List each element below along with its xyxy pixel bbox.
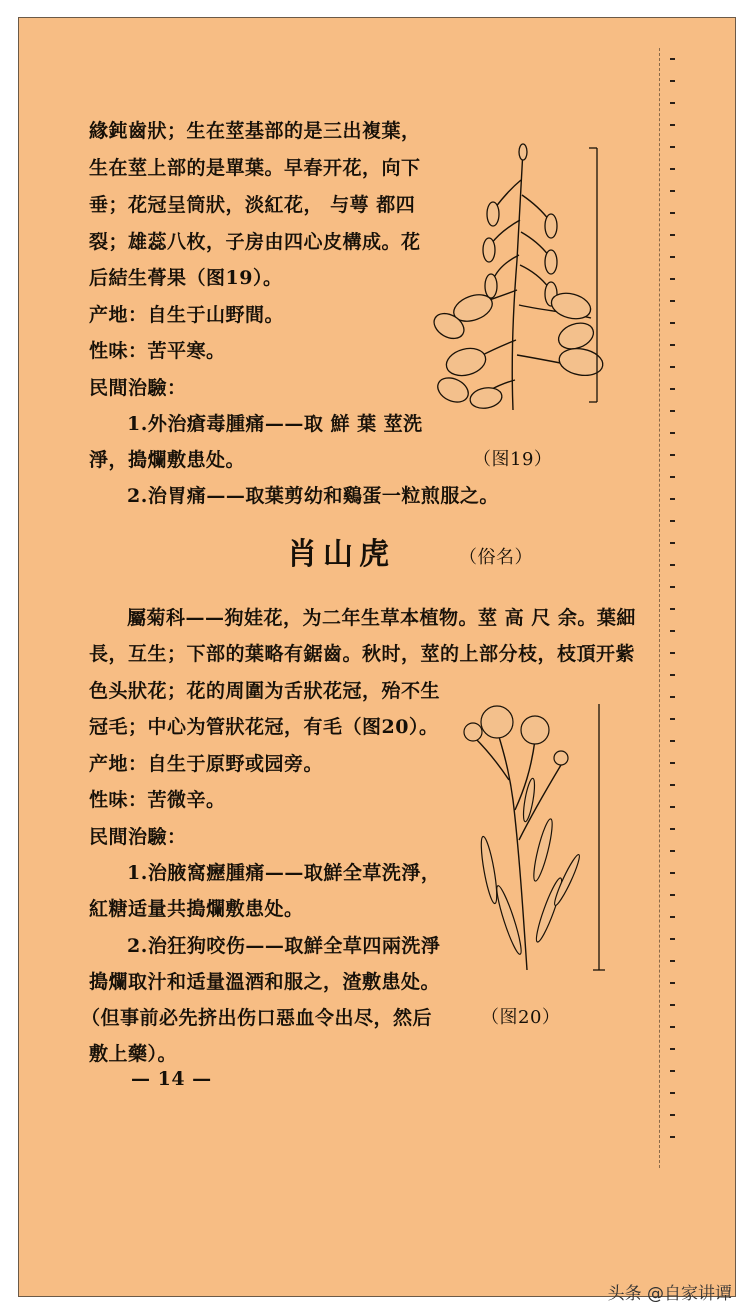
binding-mark [670,344,675,346]
sec2-treatment-2c: （但事前必先挤出伤口惡血令出尽，然后 [81,1007,433,1029]
binding-mark [670,1048,675,1050]
binding-mark [670,674,675,676]
book-page [18,17,736,1297]
binding-mark [670,938,675,940]
fig20-caption: （图20） [481,1007,561,1028]
binding-mark [670,784,675,786]
binding-mark [670,58,675,60]
binding-mark [670,146,675,148]
sec1-line-3: 垂；花冠呈筒狀，淡紅花， 与萼 都四 [89,194,416,216]
binding-mark [670,520,675,522]
watermark: 头条 @自家讲谭 [607,1284,732,1304]
binding-mark [670,696,675,698]
binding-mark [670,564,675,566]
sec2-para-line-2: 長，互生；下部的葉略有鋸齒。秋时，莖的上部分枝，枝頂开紫 [89,643,636,665]
sec1-line-2: 生在莖上部的是單葉。早春开花，向下 [89,157,421,179]
sec1-treatment-2: 2.治胃痛——取葉剪幼和鷄蛋一粒煎服之。 [127,485,499,507]
binding-mark [670,1114,675,1116]
fig19-caption: （图19） [473,449,553,470]
sec1-treatment-1a: 1.外治瘡毒腫痛——取 鮮 葉 莖洗 [127,413,423,435]
binding-mark [670,762,675,764]
binding-mark [670,916,675,918]
sec1-taste: 性味：苦平寒。 [89,340,226,362]
figure-19-plant-illustration [431,140,611,412]
sec1-treatment-heading: 民間治驗： [89,377,187,399]
sec2-treatment-1a: 1.治腋窩癧腫痛——取鮮全草洗淨， [127,862,441,884]
sec2-alias: （俗名） [459,547,533,568]
binding-mark [670,652,675,654]
binding-mark [670,828,675,830]
binding-mark [670,542,675,544]
sec2-treatment-heading: 民間治驗： [89,826,187,848]
sec2-para-line-3: 色头狀花；花的周圍为舌狀花冠，殆不生 [89,680,441,702]
binding-mark [670,608,675,610]
sec2-origin: 产地：自生于原野或园旁。 [89,753,324,775]
binding-mark [670,278,675,280]
binding-mark [670,850,675,852]
figure-20-plant-illustration [449,690,619,980]
binding-mark [670,476,675,478]
page-number: — 14 — [131,1068,212,1090]
binding-mark [670,168,675,170]
binding-edge [659,48,700,1168]
sec2-treatment-2d: 敷上藥）。 [89,1043,178,1065]
binding-mark [670,586,675,588]
binding-mark [670,630,675,632]
sec2-taste: 性味：苦微辛。 [89,789,226,811]
binding-mark [670,102,675,104]
sec1-line-5: 后結生蓇果（图19）。 [89,267,283,289]
sec1-treatment-1b: 淨，搗爛敷患处。 [89,449,246,471]
binding-mark [670,718,675,720]
binding-mark [670,740,675,742]
binding-mark [670,212,675,214]
sec1-line-4: 裂；雄蕊八枚，子房由四心皮構成。花 [89,231,421,253]
binding-mark [670,432,675,434]
sec2-treatment-1b: 紅糖适量共搗爛敷患处。 [89,898,304,920]
binding-mark [670,366,675,368]
binding-mark [670,80,675,82]
binding-mark [670,806,675,808]
binding-mark [670,322,675,324]
binding-mark [670,1070,675,1072]
binding-mark [670,190,675,192]
binding-mark [670,1092,675,1094]
binding-mark [670,454,675,456]
sec2-para-line-4: 冠毛；中心为管狀花冠，有毛（图20）。 [89,716,439,738]
sec2-para-line-1: 屬菊科——狗娃花，为二年生草本植物。莖 高 尺 余。葉細 [127,607,636,629]
sec1-origin: 产地：自生于山野間。 [89,304,285,326]
binding-mark [670,1026,675,1028]
binding-mark [670,388,675,390]
sec1-line-1: 緣鈍齒狀；生在莖基部的是三出複葉， [89,120,421,142]
binding-mark [670,960,675,962]
binding-mark [670,234,675,236]
binding-mark [670,124,675,126]
binding-mark [670,256,675,258]
binding-mark [670,872,675,874]
binding-mark [670,300,675,302]
binding-mark [670,894,675,896]
binding-mark [670,1136,675,1138]
sec2-treatment-2b: 搗爛取汁和适量溫酒和服之，渣敷患处。 [89,971,441,993]
sec2-title: 肖山虎 [287,537,395,572]
binding-mark [670,410,675,412]
sec2-treatment-2a: 2.治狂狗咬伤——取鮮全草四兩洗淨 [127,935,441,957]
binding-mark [670,498,675,500]
binding-mark [670,1004,675,1006]
binding-mark [670,982,675,984]
